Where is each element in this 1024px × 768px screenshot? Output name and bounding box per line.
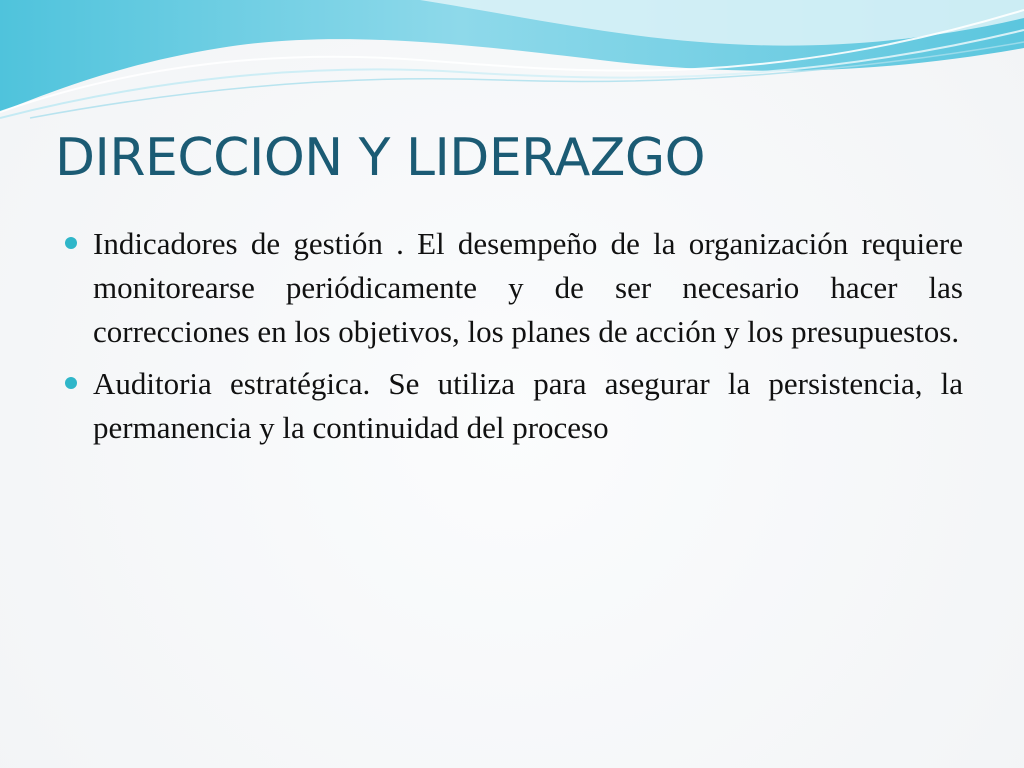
bullet-item xyxy=(65,222,963,354)
bullet-list xyxy=(65,222,963,458)
bullet-text: Auditoria estratégica. Se utiliza para asegurar la persistencia, la permanencia y la continuidad del proceso xyxy=(93,366,963,445)
bullet-dot-icon xyxy=(65,377,77,389)
bullet-item xyxy=(65,362,963,450)
bullet-text: Indicadores de gestión . El desempeño de la organización requiere monitorearse periódicamente y de ser necesario hacer las correcciones en los objetivos, los planes de acción y los presupuestos. xyxy=(93,226,963,349)
slide-title: DIRECCION Y LIDERAZGO xyxy=(55,128,706,188)
header-wave-decoration xyxy=(0,0,1024,130)
bullet-dot-icon xyxy=(65,237,77,249)
